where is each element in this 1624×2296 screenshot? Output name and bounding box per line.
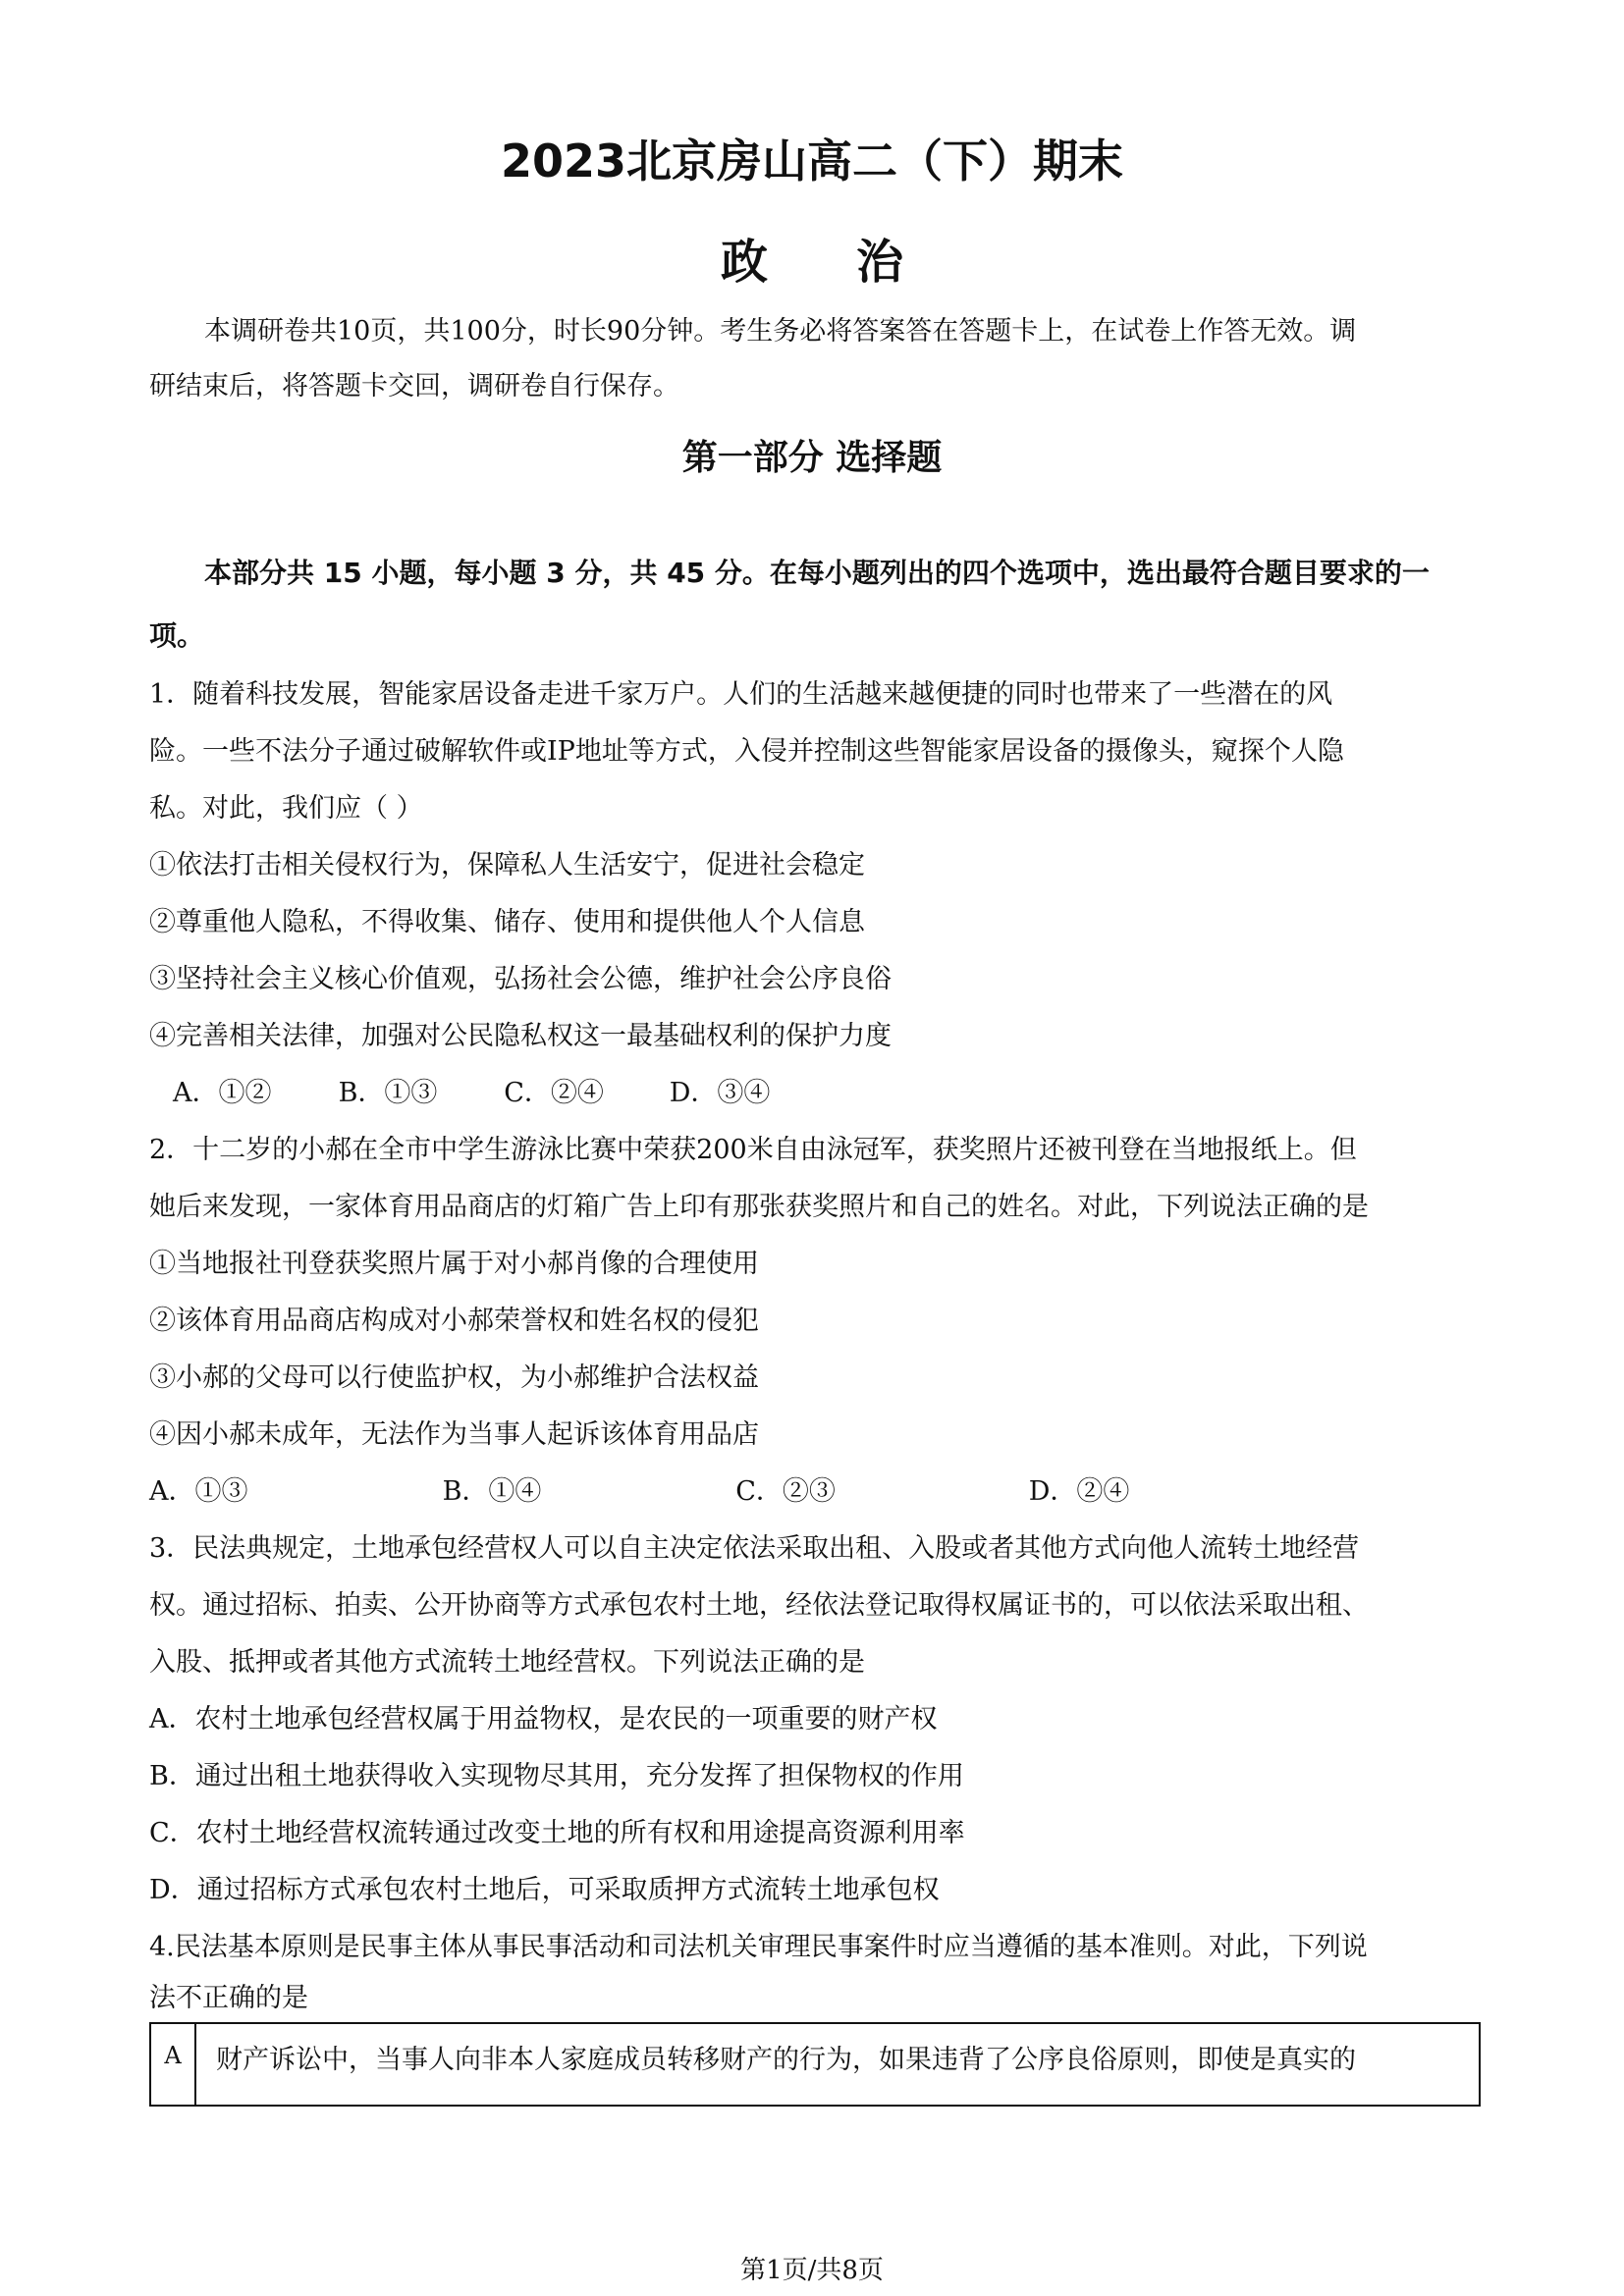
q1-option-d: D．③④ [669, 1078, 771, 1108]
q1-option-c: C．②④ [504, 1078, 604, 1108]
q3-stem-line-3: 入股、抵押或者其他方式流转土地经营权。下列说法正确的是 [149, 1647, 865, 1678]
q3-option-c: C．农村土地经营权流转通过改变土地的所有权和用途提高资源利用率 [149, 1818, 965, 1848]
q2-stem-line-2: 她后来发现，一家体育用品商店的灯箱广告上印有那张获奖照片和自己的姓名。对此，下列说法正确的是 [149, 1192, 1369, 1222]
q3-stem-line-1: 3．民法典规定，土地承包经营权人可以自主决定依法采取出租、入股或者其他方式向他人流转土地经营 [149, 1533, 1360, 1564]
q1-item-3: ③坚持社会主义核心价值观，弘扬社会公德，维护社会公序良俗 [149, 964, 892, 994]
q3-option-d: D．通过招标方式承包农村土地后，可采取质押方式流转土地承包权 [149, 1875, 940, 1905]
q4-table-row-label: A [151, 2024, 196, 2105]
exam-title: 2023北京房山高二（下）期末 [500, 134, 1124, 187]
subject-title: 政治 [720, 235, 992, 290]
section-title: 第一部分 选择题 [681, 438, 943, 478]
q4-options-table [149, 2022, 1481, 2107]
q2-option-c: C．②③ [735, 1476, 836, 1507]
q3-stem-line-2: 权。通过招标、拍卖、公开协商等方式承包农村土地，经依法登记取得权属证书的，可以依法采取出租、 [149, 1590, 1369, 1621]
q2-option-a: A．①③ [149, 1476, 248, 1507]
q1-option-a: A．①② [173, 1078, 272, 1108]
q4-table-row-text: 财产诉讼中，当事人向非本人家庭成员转移财产的行为，如果违背了公序良俗原则，即使是真实的 [216, 2045, 1356, 2075]
q1-options [173, 1076, 827, 1111]
instructions-line-2: 项。 [149, 619, 205, 652]
q2-item-4: ④因小郝未成年，无法作为当事人起诉该体育用品店 [149, 1419, 759, 1450]
instructions-line-1: 本部分共 15 小题，每小题 3 分，共 45 分。在每小题列出的四个选项中，选出最符合题目要求的一 [204, 557, 1430, 589]
intro-line-1: 本调研卷共10页，共100分，时长90分钟。考生务必将答案答在答题卡上，在试卷上作答无效。调 [204, 316, 1357, 347]
q1-stem-line-3: 私。对此，我们应（ ） [149, 793, 423, 824]
q2-options [149, 1474, 1314, 1510]
q1-item-4: ④完善相关法律，加强对公民隐私权这一最基础权利的保护力度 [149, 1021, 892, 1051]
q2-stem-line-1: 2．十二岁的小郝在全市中学生游泳比赛中荣获200米自由泳冠军，获奖照片还被刊登在当地报纸上。但 [149, 1135, 1357, 1165]
q2-item-3: ③小郝的父母可以行使监护权，为小郝维护合法权益 [149, 1362, 759, 1393]
q3-option-a: A．农村土地承包经营权属于用益物权，是农民的一项重要的财产权 [149, 1704, 938, 1735]
q2-item-1: ①当地报社刊登获奖照片属于对小郝肖像的合理使用 [149, 1249, 759, 1279]
q2-item-2: ②该体育用品商店构成对小郝荣誉权和姓名权的侵犯 [149, 1306, 759, 1336]
q1-option-b: B．①③ [338, 1078, 438, 1108]
q2-option-b: B．①④ [442, 1476, 542, 1507]
intro-line-2: 研结束后，将答题卡交回，调研卷自行保存。 [149, 371, 679, 401]
q1-stem-line-2: 险。一些不法分子通过破解软件或IP地址等方式，入侵并控制这些智能家居设备的摄像头，窥探个人隐 [149, 736, 1344, 767]
q4-stem-line-2: 法不正确的是 [149, 1983, 308, 2013]
q1-item-1: ①依法打击相关侵权行为，保障私人生活安宁，促进社会稳定 [149, 850, 865, 881]
q3-option-b: B．通过出租土地获得收入实现物尽其用，充分发挥了担保物权的作用 [149, 1761, 964, 1791]
q1-item-2: ②尊重他人隐私，不得收集、储存、使用和提供他人个人信息 [149, 907, 865, 937]
q1-stem-line-1: 1．随着科技发展，智能家居设备走进千家万户。人们的生活越来越便捷的同时也带来了一些潜在的风 [149, 679, 1333, 710]
q4-stem-line-1: 4.民法基本原则是民事主体从事民事活动和司法机关审理民事案件时应当遵循的基本准则。对此，下列说 [149, 1932, 1368, 1962]
page-number: 第1页/共8页 [740, 2256, 884, 2285]
q2-option-d: D．②④ [1028, 1476, 1130, 1507]
